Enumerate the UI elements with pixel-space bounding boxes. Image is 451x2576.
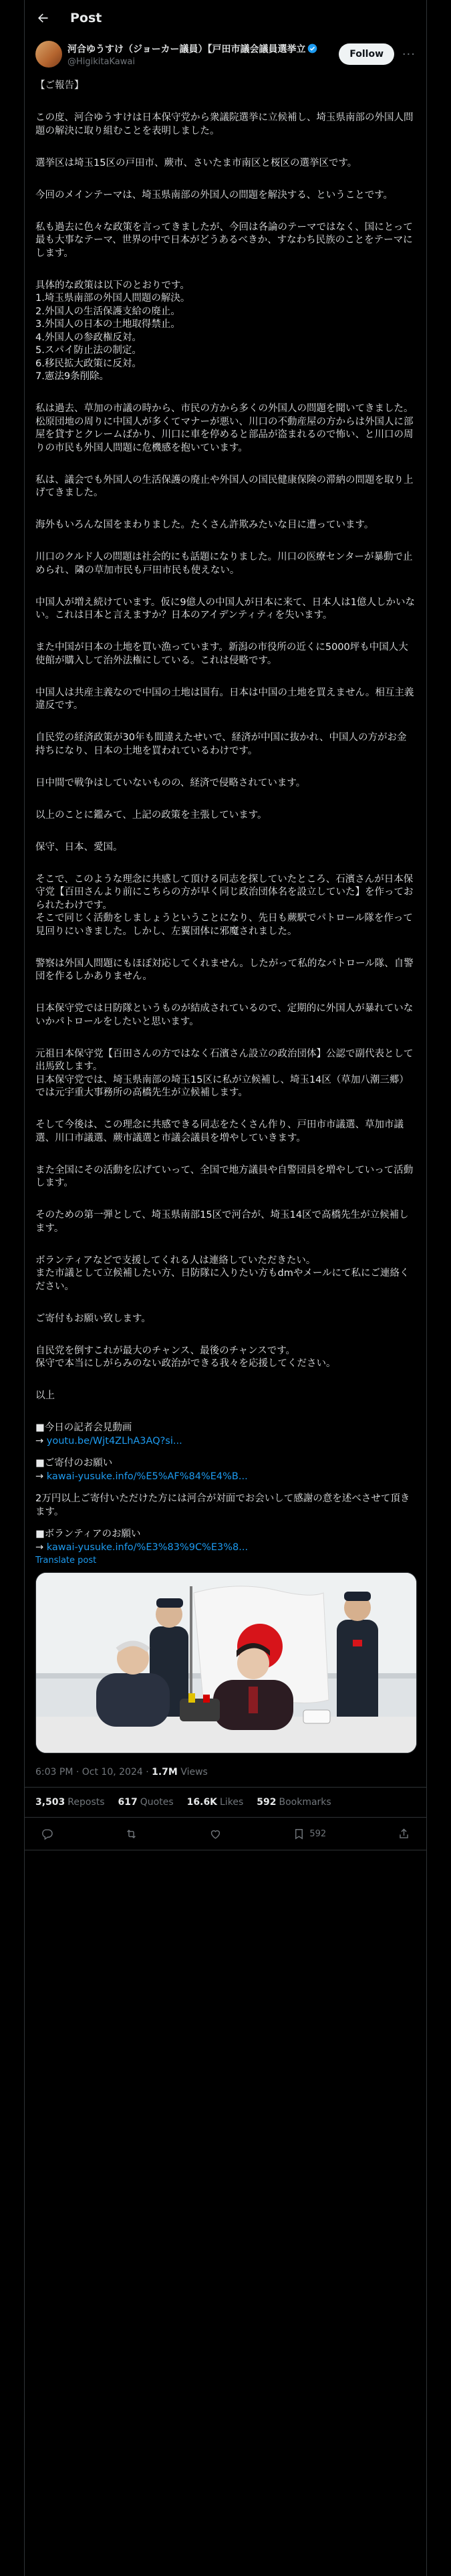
bookmark-icon[interactable]	[293, 1828, 326, 1840]
post-time[interactable]: 6:03 PM · Oct 10, 2024	[35, 1767, 143, 1778]
quotes-label: Quotes	[140, 1797, 174, 1808]
repost-icon[interactable]	[125, 1828, 138, 1840]
post-stats	[25, 1788, 426, 1818]
tweet-paragraph: 私も過去に色々な政策を言ってきましたが、今回は各論のテーマではなく、国にとって最も大事なテーマ、世界の中で日本がどうあるべきか、すなわち民族のことをテーマにします。	[35, 221, 413, 259]
reposts-label: Reposts	[67, 1797, 105, 1808]
press-block	[35, 1422, 416, 1448]
tweet-text	[35, 80, 416, 1403]
tweet-paragraph: そこで、このような理念に共感して頂ける同志を探していたところ、石濱さんが日本保守党【百田さんより前にこちらの方が早く同じ政治団体名を設立していた】を作っておられたわけです。 そこで同じく活動をしましょうということになり、先日も蕨駅でパトロール隊を作って見回りにいきました。しかし、左翼団体に邪魔されました。	[35, 873, 414, 937]
tweet-paragraph: 自民党の経済政策が30年も間違えたせいで、経済が中国に抜かれ、中国人の方がお金持ちになり、日本の土地を買われているわけです。	[35, 732, 407, 756]
tweet-paragraph: 自民党を倒すこれが最大のチャンス、最後のチャンスです。 保守で本当にしがらみのない政治ができる我々を応援してください。	[35, 1345, 336, 1369]
reposts-stat[interactable]	[35, 1797, 105, 1808]
volunteer-block	[35, 1528, 416, 1554]
more-icon[interactable]: ···	[402, 47, 416, 62]
press-arrow: →	[35, 1435, 44, 1446]
like-icon[interactable]	[209, 1828, 222, 1840]
tweet-paragraph: 私は、議会でも外国人の生活保護の廃止や外国人の国民健康保険の滞納の問題を取り上げてきました。	[35, 474, 414, 498]
meta-separator: ·	[146, 1767, 149, 1778]
tweet-paragraph: この度、河合ゆうすけは日本保守党から衆議院選挙に立候補し、埼玉県南部の外国人問題の解決に取り組むことを表明しました。	[35, 112, 414, 136]
quotes-stat[interactable]	[118, 1797, 174, 1808]
press-video-link[interactable]: youtu.be/Wjt4ZLhA3AQ?si...	[46, 1435, 182, 1446]
display-name-text: 河合ゆうすけ（ジョーカー議員）【戸田市議会議員選挙立	[67, 43, 306, 55]
tweet-paragraph: ボランティアなどで支援してくれる人は連絡していただきたい。 また市議として立候補したい方、日防隊に入りたい方もdmやメールにて私にご連絡ください。	[35, 1255, 410, 1292]
translate-post-link[interactable]: Translate post	[35, 1555, 97, 1566]
tweet-body	[25, 70, 426, 1753]
press-heading: ■今日の記者会見動画	[35, 1422, 132, 1433]
press-conference-photo[interactable]	[35, 1572, 417, 1753]
donation-note: 2万円以上ご寄付いただけた方には河合が対面でお会いして感謝の意を述べさせて頂きます。	[35, 1493, 410, 1517]
tweet-paragraph: また中国が日本の土地を買い漁っています。新潟の市役所の近くに5000坪も中国人大使館が購入して治外法権にしている。これは侵略です。	[35, 642, 408, 666]
tweet-paragraph: 中国人は共産主義なので中国の土地は国有。日本は中国の土地を買えません。相互主義違反です。	[35, 687, 414, 711]
tweet-paragraph: 選挙区は埼玉15区の戸田市、蕨市、さいたま市南区と桜区の選挙区です。	[35, 157, 357, 169]
top-bar	[25, 0, 426, 35]
tweet-paragraph: 日本保守党では日防隊というものが結成されているので、定期的に外国人が暴れていないかパトロールをしたいと思います。	[35, 1003, 414, 1027]
tweet-paragraph: 警察は外国人問題にもほぼ対応してくれません。したがって私的なパトロール隊、自警団を作るしかありません。	[35, 958, 414, 982]
author-row	[25, 35, 426, 70]
tweet-paragraph: そして今後は、この理念に共感できる同志をたくさん作り、戸田市市議選、草加市議選、川口市議選、蕨市議選と市議会議員を増やしていきます。	[35, 1119, 404, 1144]
post-meta	[25, 1757, 426, 1788]
tweet-paragraph: 中国人が増え続けています。仮に9億人の中国人が日本に来て、日本人は1億人しかいない。これは日本と言えますか？日本のアイデンティティを失います。	[35, 597, 415, 621]
tweet-paragraph: 川口のクルド人の問題は社会的にも話題になりました。川口の医療センターが暴動で止められ、隣の草加市民も戸田市民も使えない。	[35, 552, 413, 576]
bookmarks-stat[interactable]	[257, 1797, 331, 1808]
follow-button[interactable]: Follow	[339, 43, 394, 65]
quotes-count: 617	[118, 1797, 138, 1808]
donation-arrow: →	[35, 1471, 44, 1482]
author-names	[67, 42, 333, 67]
tweet-paragraph: 元祖日本保守党【百田さんの方ではなく石濱さん設立の政治団体】公認で副代表として出馬致します。 日本保守党では、埼玉県南部の埼玉15区に私が立候補し、埼玉14区（草加八潮三郷）では元宇重大事務所の高橋先生が立候補します。	[35, 1048, 414, 1098]
donation-block	[35, 1457, 416, 1483]
donation-link[interactable]: kawai-yusuke.info/%E5%AF%84%E4%B...	[46, 1471, 248, 1482]
tweet-paragraph: 今回のメインテーマは、埼玉県南部の外国人の問題を解決する、ということです。	[35, 189, 394, 201]
author-display-name[interactable]	[67, 42, 333, 56]
tweet-paragraph: 海外もいろんな国をまわりました。たくさん許欺みたいな目に遭っています。	[35, 520, 374, 530]
reposts-count: 3,503	[35, 1797, 65, 1808]
tweet-paragraph: 日中間で戦争はしていないものの、経済で侵略されています。	[35, 777, 306, 788]
tweet-paragraph: 保守、日本、愛国。	[35, 841, 123, 853]
volunteer-link[interactable]: kawai-yusuke.info/%E3%83%9C%E3%8...	[46, 1541, 249, 1553]
likes-count: 16.6K	[186, 1797, 218, 1808]
post-column	[24, 0, 427, 2576]
share-icon[interactable]	[398, 1828, 410, 1840]
volunteer-arrow: →	[35, 1541, 44, 1553]
bookmarks-count: 592	[257, 1797, 277, 1808]
tweet-paragraph: 【ご報告】	[35, 80, 84, 91]
tweet-paragraph: ご寄付もお願い致します。	[35, 1313, 151, 1324]
tweet-paragraph: また全国にその活動を広げていって、全国で地方議員や自警団員を増やしていって活動します。	[35, 1164, 414, 1188]
tweet-paragraph: 私は過去、草加の市議の時から、市民の方から多くの外国人の問題を聞いてきました。松原団地の周りに中国人が多くてマナーが悪い、川口の不動産屋の方からは外国人に部屋を貸すとクレームばかり、川口に車を停めると部品が盗まれるので怖い、と川口の周りの市民も外国人問題に危機感を抱いています。	[35, 403, 414, 453]
views-count: 1.7M	[152, 1767, 178, 1778]
tweet-paragraph: 以上のことに鑑みて、上記の政策を主張しています。	[35, 809, 267, 821]
likes-stat[interactable]	[187, 1797, 244, 1808]
bookmarks-label: Bookmarks	[279, 1797, 331, 1808]
tweet-paragraph: そのための第一弾として、埼玉県南部15区で河合が、埼玉14区で高橋先生が立候補します。	[35, 1210, 409, 1234]
tweet-paragraph: 具体的な政策は以下のとおりです。 1.埼玉県南部の外国人問題の解決。 2.外国人の生活保護支給の廃止。 3.外国人の日本の土地取得禁止。 4.外国人の参政権反対。 5.スパイ防止法の制定。 6.移民拡大政策に反対。 7.憲法9条削除。	[35, 280, 190, 382]
back-arrow-icon[interactable]	[35, 11, 50, 25]
reply-icon[interactable]	[41, 1828, 53, 1840]
likes-label: Likes	[220, 1797, 244, 1808]
author-handle[interactable]: @HigikitaKawai	[67, 56, 135, 67]
page-title: Post	[70, 10, 102, 25]
action-bar	[25, 1818, 426, 1850]
volunteer-heading: ■ボランティアのお願い	[35, 1529, 141, 1539]
avatar[interactable]	[35, 41, 62, 68]
donation-heading: ■ご寄付のお願い	[35, 1458, 113, 1469]
tweet-paragraph: 以上	[35, 1390, 55, 1401]
views-label: Views	[180, 1767, 208, 1778]
bookmark-count: 592	[309, 1828, 327, 1839]
verified-badge-icon	[307, 43, 317, 53]
